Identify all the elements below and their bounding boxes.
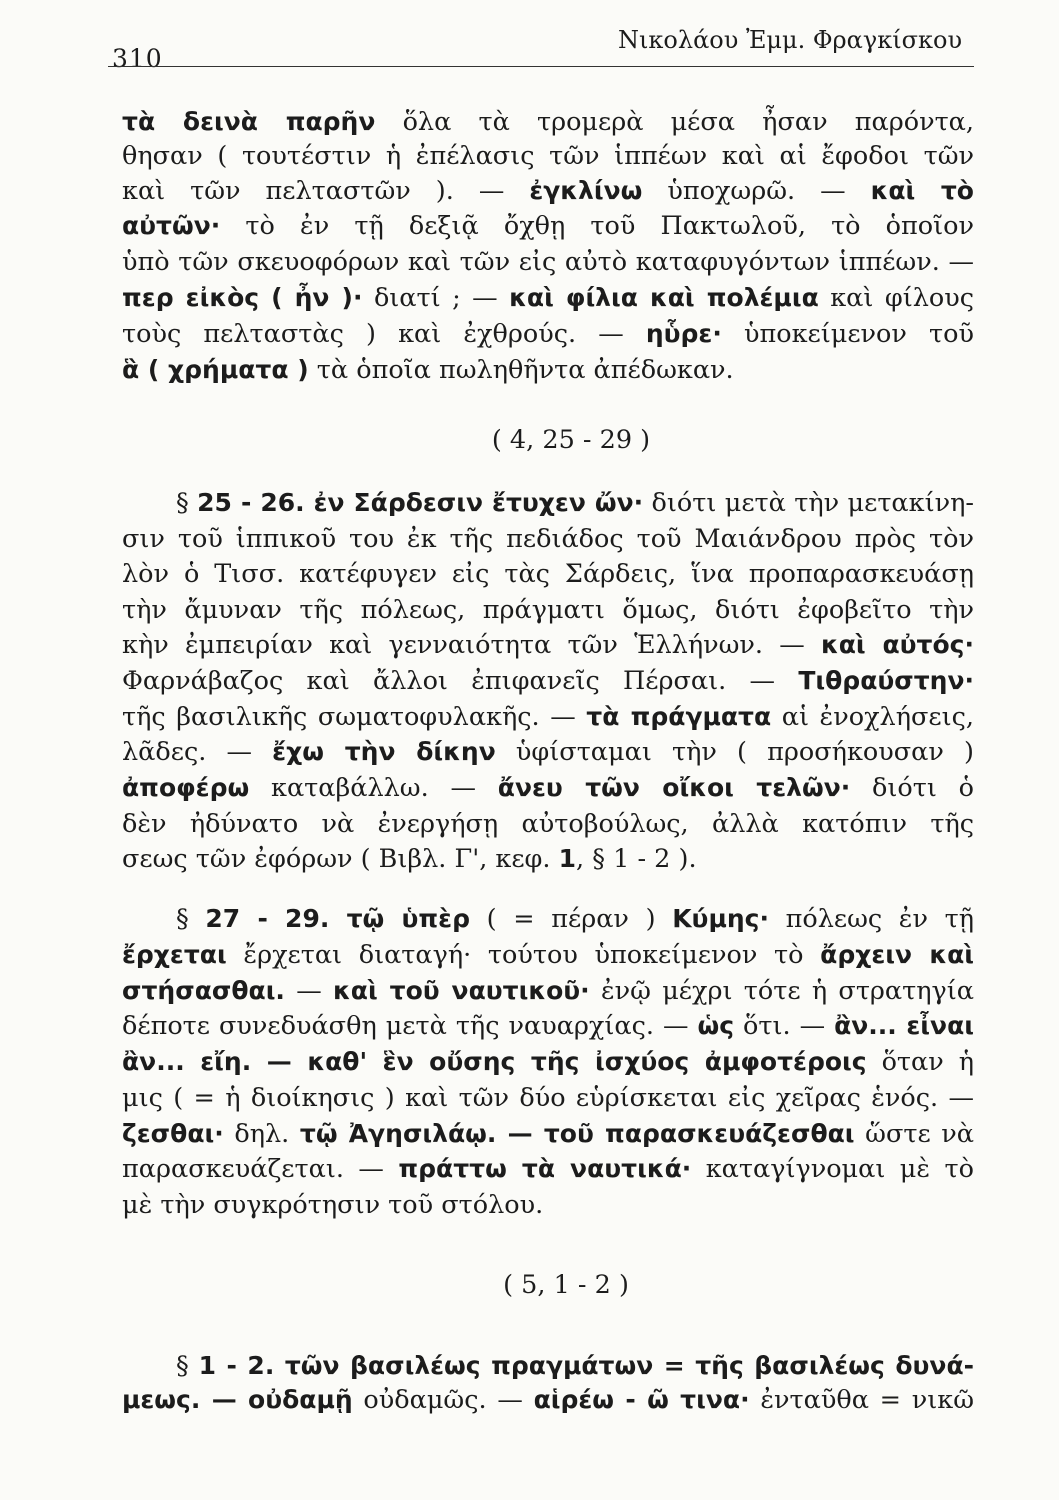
commentary-text: ὅλα τὰ τρομερὰ μέσα ἦσαν παρόντα, <box>402 107 974 137</box>
commentary-text: δηλ. <box>223 1119 300 1149</box>
commentary-text: τῆς βασιλικῆς σωματοφυλακῆς. — <box>122 702 587 732</box>
commentary-text: ( = πέραν ) <box>470 904 673 934</box>
commentary-text: τοὺς πελταστὰς ) καὶ ἐχθρούς. — <box>122 319 646 349</box>
commentary-text: ( 5, 1 - 2 ) <box>503 1270 629 1300</box>
commentary-text: ὅτι. — <box>734 1011 835 1041</box>
text-line <box>122 1188 974 1222</box>
commentary-text: § <box>176 1351 199 1381</box>
commentary-text: , § 1 - 2 ). <box>576 844 697 874</box>
lemma-term: 1 - 2. τῶν βασιλέως πραγμάτων = τῆς βασιλέως δυνά- <box>198 1351 974 1380</box>
text-line <box>122 1152 974 1186</box>
lemma-term: 1 <box>558 844 577 873</box>
commentary-text: σιν τοῦ ἱππικοῦ του ἐκ τῆς πεδιάδος τοῦ Μαιάνδρου πρὸς τὸν <box>122 524 974 554</box>
text-line <box>122 628 974 662</box>
commentary-text: τὸ ἐν τῇ δεξιᾷ ὄχθῃ τοῦ Πακτωλοῦ, τὸ ὁποῖον <box>245 211 974 241</box>
text-line <box>122 593 974 627</box>
lemma-term: 27 - 29. τῷ ὑπὲρ <box>205 904 470 933</box>
lemma-term: τὰ δεινὰ παρῆν <box>122 107 376 136</box>
lemma-term: Τιθραύστην· <box>798 666 974 695</box>
text-line <box>122 281 974 315</box>
commentary-text: μις ( = ἡ διοίκησις ) καὶ τῶν δύο εὑρίσκεται εἰς χεῖρας ἑνός. — <box>122 1083 974 1113</box>
commentary-text: καὶ τῶν πελταστῶν ). — <box>122 176 530 206</box>
commentary-text: — <box>284 976 334 1006</box>
commentary-text: ὑποκείμενον τοῦ <box>743 319 974 349</box>
commentary-text: θησαν ( τουτέστιν ἡ ἐπέλασις τῶν ἱππέων καὶ αἱ ἔφοδοι τῶν <box>122 141 974 171</box>
lemma-term: ἂν... εἴη. — καθ' ἓν οὔσης τῆς ἰσχύος ἀμφοτέροις <box>122 1047 867 1076</box>
running-title: Νικολάου Ἐμμ. Φραγκίσκου <box>618 26 963 54</box>
commentary-text: πόλεως ἐν τῇ <box>785 904 974 934</box>
text-line <box>122 522 974 556</box>
lemma-term: στήσασθαι. <box>122 976 285 1005</box>
commentary-text: δὲν ἠδύνατο νὰ ἐνεργήσῃ αὐτοβούλως, ἀλλὰ κατόπιν τῆς <box>122 809 974 839</box>
text-line <box>176 902 974 936</box>
commentary-text: διατί ; — <box>362 283 510 313</box>
text-line <box>122 807 974 841</box>
commentary-text: ὅταν ἡ <box>881 1047 974 1077</box>
commentary-text: δέποτε συνεδυάσθη μετὰ τῆς ναυαρχίας. — <box>122 1011 698 1041</box>
lemma-term: ἔρχεται <box>122 940 227 969</box>
text-line <box>122 842 974 876</box>
text-line <box>122 1383 974 1417</box>
commentary-text: ἐνῷ μέχρι τότε ἡ στρατηγία <box>600 976 974 1006</box>
commentary-text: διότι ὁ <box>872 773 974 803</box>
lemma-term: ηὗρε· <box>645 319 722 348</box>
text-line <box>122 1081 974 1115</box>
lemma-term: καὶ αὐτός· <box>820 630 974 659</box>
lemma-term: τῷ Ἀγησιλάῳ. — τοῦ παρασκευάζεσθαι <box>299 1119 855 1148</box>
commentary-text: καὶ φίλους <box>830 283 974 313</box>
commentary-text: Φαρνάβαζος καὶ ἄλλοι ἐπιφανεῖς Πέρσαι. — <box>122 666 799 696</box>
text-line <box>122 353 974 387</box>
page-number: 310 <box>112 44 163 73</box>
lemma-term: ἐγκλίνω <box>529 176 643 205</box>
lemma-term: περ εἰκὸς ( ἦν )· <box>122 283 363 312</box>
text-line <box>122 245 974 279</box>
lemma-term: αὐτῶν· <box>122 211 221 240</box>
commentary-text: μὲ τὴν συγκρότησιν τοῦ στόλου. <box>122 1190 544 1220</box>
commentary-text: σεως τῶν ἐφόρων ( Βιβλ. Γ', κεφ. <box>122 844 559 874</box>
commentary-text: § <box>176 904 206 934</box>
lemma-term: ἀποφέρω <box>122 773 250 802</box>
commentary-text: ἔρχεται διαταγή· τούτου ὑποκείμενον τὸ <box>226 940 821 970</box>
lemma-term: ἄρχειν καὶ <box>820 940 974 969</box>
text-line <box>122 1045 974 1079</box>
commentary-text: ὑφίσταμαι τὴν ( προσήκουσαν ) <box>515 737 974 767</box>
text-line <box>122 174 974 208</box>
text-line <box>122 105 974 139</box>
text-line <box>122 317 974 351</box>
commentary-text: ἐνταῦθα = νικῶ <box>749 1385 974 1415</box>
header-rule <box>108 66 974 67</box>
lemma-term: μεως. — οὐδαμῇ <box>122 1385 353 1414</box>
text-line <box>176 486 974 520</box>
lemma-term: ἄνευ τῶν οἴκοι τελῶν· <box>497 773 851 802</box>
commentary-text: τὴν ἄμυναν τῆς πόλεως, πράγματι ὅμως, διότι ἐφοβεῖτο τὴν <box>122 595 974 625</box>
text-line <box>122 735 974 769</box>
commentary-text: ( 4, 25 - 29 ) <box>491 425 651 455</box>
commentary-text: αἱ ἐνοχλήσεις, <box>781 702 974 732</box>
lemma-term: τὰ πράγματα <box>586 702 772 731</box>
text-line <box>122 1117 974 1151</box>
commentary-text: διότι μετὰ τὴν μετακίνη- <box>643 488 974 518</box>
lemma-term: πράττω τὰ ναυτικά· <box>398 1154 692 1183</box>
text-line <box>122 423 1020 457</box>
commentary-text: κὴν ἐμπειρίαν καὶ γενναιότητα τῶν Ἑλλήνων. — <box>122 630 821 660</box>
text-line <box>122 700 974 734</box>
commentary-text: ὑπὸ τῶν σκευοφόρων καὶ τῶν εἰς αὐτὸ καταφυγόντων ἱππέων. — <box>122 247 974 277</box>
commentary-text: καταγίγνομαι μὲ τὸ <box>705 1154 974 1184</box>
text-line <box>122 771 974 805</box>
commentary-text: οὐδαμῶς. — <box>352 1385 534 1415</box>
commentary-text: παρασκευάζεται. — <box>122 1154 399 1184</box>
lemma-term: ζεσθαι· <box>122 1119 224 1148</box>
commentary-text: λᾶδες. — <box>122 737 273 767</box>
commentary-text: ὑποχωρῶ. — <box>642 176 871 206</box>
text-line <box>122 664 974 698</box>
text-line <box>122 1268 1010 1302</box>
commentary-text: § <box>176 488 198 518</box>
text-line <box>122 1009 974 1043</box>
lemma-term: 25 - 26. ἐν Σάρδεσιν ἔτυχεν ὤν· <box>197 488 644 517</box>
lemma-term: αἱρέω - ῶ τινα· <box>533 1385 750 1414</box>
text-line <box>122 139 974 173</box>
text-line <box>122 974 974 1008</box>
lemma-term: ἔχω τὴν δίκην <box>272 737 496 766</box>
text-line <box>176 1349 974 1383</box>
lemma-term: ἃ ( χρήματα ) <box>122 355 309 384</box>
commentary-text: τὰ ὁποῖα πωληθῆντα ἀπέδωκαν. <box>308 355 734 385</box>
commentary-text: λὸν ὁ Τισσ. κατέφυγεν εἰς τὰς Σάρδεις, ἵνα προπαρασκευάσῃ <box>122 559 974 589</box>
lemma-term: καὶ τοῦ ναυτικοῦ· <box>333 976 590 1005</box>
lemma-term: ἂν... εἶναι <box>834 1011 974 1040</box>
commentary-text: ὥστε νὰ <box>854 1119 974 1149</box>
text-line <box>122 557 974 591</box>
lemma-term: καὶ φίλια καὶ πολέμια <box>509 283 819 312</box>
lemma-term: Κύμης· <box>672 904 769 933</box>
lemma-term: καὶ τὸ <box>870 176 974 205</box>
commentary-text: καταβάλλω. — <box>249 773 498 803</box>
lemma-term: ὡς <box>697 1011 735 1040</box>
text-line <box>122 209 974 243</box>
text-line <box>122 938 974 972</box>
